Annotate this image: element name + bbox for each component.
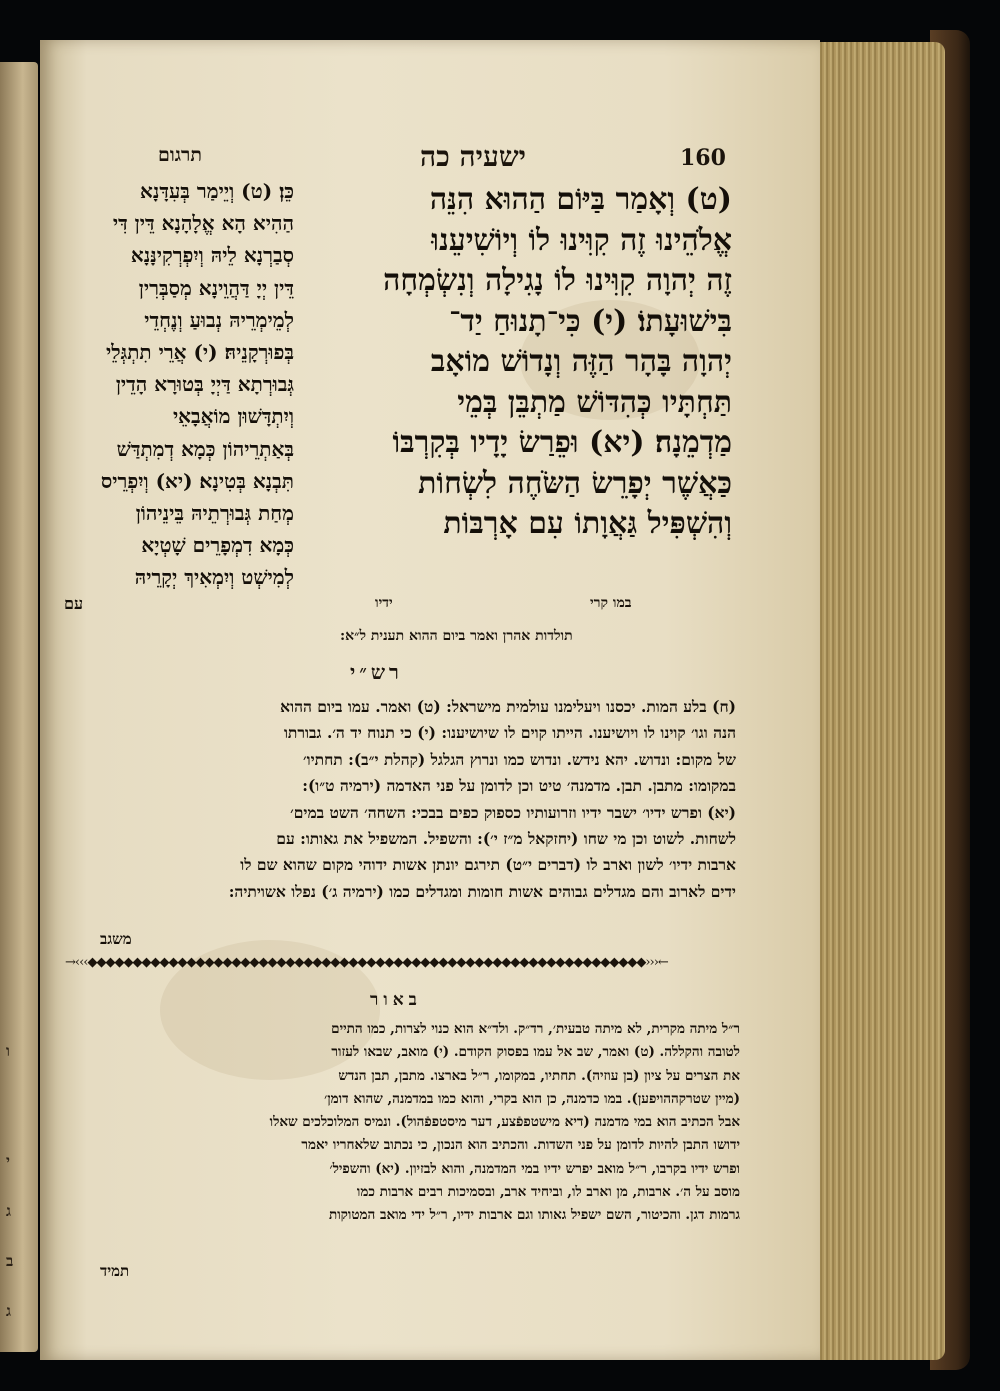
biblical-text-column <box>312 180 732 545</box>
targum-column <box>64 175 294 614</box>
targum-line: וְיִתְדָּשׁוּן מוֹאֲבָאֵי <box>172 404 294 429</box>
targum-line: סְבַרְנָא לֵיהּ וְיִפְרְקִינָּנָא <box>130 243 294 268</box>
rashi-line: במקומו: מתבן. תבן. מדמנה׳ טיט וכן לדומן על פני האדמה (ירמיה ט״ו): <box>302 776 736 796</box>
targum-line: הַהִיא הָא אֱלָהָנָא דֵּין דִּי <box>112 211 294 236</box>
verse-line: זֶה יְהוָה קִוִּינוּ לוֹ נָגִילָה וְנִשְׂמְחָה <box>383 263 732 298</box>
beur-line: ידושו התבן להיות לדומן על פני השדות. והכתיב הוא הנכון, כי נכתוב שלאחריו יאמר <box>301 1137 740 1154</box>
rashi-catchword: משגב <box>100 930 132 948</box>
targum-line: מְחַת גְּבוּרְתֵיהּ בֵּינֵיהוֹן <box>135 501 294 526</box>
ketiv-qere-row <box>330 595 730 619</box>
running-title: ישעיה כה <box>420 140 526 173</box>
rashi-commentary <box>96 694 736 905</box>
rashi-line: של מקום: ונדוש. יהא נידש. ונדוש כמו ונרוץ הגלגל (קהלת י״ב): תחתיו׳ <box>303 749 736 769</box>
targum-line: תִּבְנָא בְּטִינָא׃ (יא) וְיִפְרֵיס <box>100 468 294 493</box>
verse-line: כַּאֲשֶׁר יְפָרֵשׂ הַשֹּׂחֶה לִשְׂחוֹת <box>418 465 732 501</box>
rashi-line: (ח) בלע המות. יכסנו ויעלימנו עולמית מישראל: (ט) ואמר. עמו ביום ההוא <box>280 697 736 716</box>
targum-line: בְּפוּרְקָנֵיהּ׃ (י) אֲרֵי תִתְגְּלֵי <box>106 340 294 365</box>
targum-catchword: עם <box>64 593 84 613</box>
beur-commentary <box>75 1018 740 1228</box>
margin-letter: י <box>6 1152 10 1170</box>
beur-line: ר״ל מיתה מקרית, לא מיתה טבעית׳, רד״ק. ולד״א הוא כנוי לצרות, כמו התיים <box>331 1021 740 1037</box>
adjacent-left-page <box>0 62 38 1352</box>
targum-heading: תרגום <box>158 144 202 166</box>
beur-line: מוסב על ה׳. ארבות, מן וארב לו, וביחיד ארב, ובסמיכות רבים ארבות כמו <box>356 1184 740 1201</box>
targum-line: כְּמָא דִמְפָרֵים שָׁטְיָא <box>141 533 294 558</box>
beur-line: ופרש ידיו בקרבו, ר״ל מואב יפרש ידיו במי המדמנה, והוא לבזיון. (יא) והשפיל׳ <box>329 1160 740 1177</box>
verse-line: תַּחְתָּיו כְּהִדּוֹשׁ מַתְבֵּן בְּמֵי <box>457 384 732 420</box>
ornamental-divider: →‹‹‹◆◆◆◆◆◆◆◆◆◆◆◆◆◆◆◆◆◆◆◆◆◆◆◆◆◆◆◆◆◆◆◆◆◆◆◆◆◆◆◆◆◆◆◆◆◆◆◆◆◆◆◆◆◆◆◆◆◆◆◆◆◆›››← <box>65 955 668 970</box>
beur-catchword: תמיד <box>100 1262 130 1280</box>
ketiv-word: ידיו <box>375 595 393 611</box>
margin-letter: ג <box>6 1302 11 1320</box>
page-header <box>110 140 735 180</box>
targum-line: דֵּין יְיָ דַּהֲוֵינָא מְסַבְּרִין <box>138 275 294 300</box>
verse-line: אֱלֹהֵינוּ זֶה קִוִּינוּ לוֹ וְיוֹשִׁיעֵנוּ <box>431 222 732 258</box>
beur-line: לטובה והקללה. (ט) ואמר, שב אל עמו בפסוק הקודם. (י) מואב, שבאו לעזור <box>331 1044 740 1061</box>
targum-line: בְּאַתְרֵיהוֹן כְּמָא דְמִתְדַּשׁ <box>116 436 294 461</box>
beur-line: את הצרים על ציון (בן עוזיה). תחתיו, במקומו, ר״ל בארצו. מתבן, תבן הנדש <box>338 1067 740 1084</box>
rashi-line: (יא) ופרש ידיו׳ ישבר ידיו וזרועותיו כספוק כפים בבכי: השחה׳ השט במים׳ <box>290 802 736 822</box>
targum-line: לְמֵימְרֵיהּ נְבוּעַ וְנֶחְדֵי <box>144 307 294 332</box>
targum-line: גְּבוּרְתָא דַּיְיָ בְּטוּרָא הָדֵין <box>115 372 294 397</box>
haftara-note: תולדות אהרן ואמר ביום ההוא תענית ל״א: <box>340 628 573 644</box>
verse-line: יְהוָה בָּהָר הַזֶּה וְנָדוֹשׁ מוֹאָב <box>430 344 732 379</box>
margin-letter: ג <box>6 1202 11 1220</box>
targum-line: כֵּן׃ (ט) וְיֵימַר בְּעִדָּנָא <box>140 179 294 203</box>
verse-line: בִּישׁוּעָתוֹ׃ (י) כִּי־תָנוּחַ יַד־ <box>448 303 732 339</box>
rashi-line: ארבות ידיו׳ לשון וארב לו (דברים י״ט) תירגם יונתן אשות ידוהי מקום שהוא שם לו <box>240 855 736 875</box>
rashi-line: לשחות. לשוט וכן מי שחו (יחזקאל מ״ז י׳): והשפיל. המשפיל את גאותו: עם <box>276 829 736 849</box>
rashi-line: הנה וגו׳ קוינו לו ויושיענו. הייתו קוים לו שיושיענו: (י) כי תנוח יד ה׳. גבורתו <box>283 723 736 743</box>
rashi-heading: רש״י <box>350 660 403 684</box>
beur-line: גרמות דגן. והכיטור, השם ישפיל גאותו וגם ארבות ידיו, ר״ל ידי מואב המטוקות <box>329 1207 740 1224</box>
margin-letter: ב <box>6 1252 14 1270</box>
page-block-edges <box>805 42 945 1360</box>
qere-note: במו קרי <box>590 595 632 611</box>
rashi-line: ידים לארוב והם מגדלים גבוהים אשות חומות ומגדלים כמו (ירמיה ג׳) נפלו אשויתיה: <box>228 881 736 901</box>
verse-line: מַדְמֵנָה׃ (יא) וּפֵרַשׂ יָדָיו בְּקִרְבּוֹ <box>392 425 732 460</box>
verse-line: (ט) וְאָמַר בַּיּוֹם הַהוּא הִנֵּה <box>429 182 732 217</box>
targum-line: לְמִישְׁט וְיִמְאִיךְ יְקָרֵיהּ <box>134 565 294 590</box>
beur-line: (מיין שטרקההויפען). במו כדמנה, כן הוא בקרי, והוא כמו במדמנה, שהוא דומן׳ <box>324 1090 740 1107</box>
beur-line: אבל הכתיב הוא במי מדמנה (דיא מישטפפֿצע, דער מיסטפפֿהול). ונמיס המלוכלכים שאלו <box>269 1114 740 1131</box>
margin-letter: ו <box>6 1042 10 1060</box>
verse-line: וְהִשְׁפִּיל גַּאֲוָתוֹ עִם אָרְבּוֹת <box>443 506 732 541</box>
page-number: 160 <box>680 145 726 171</box>
beur-heading: באור <box>370 990 422 1010</box>
